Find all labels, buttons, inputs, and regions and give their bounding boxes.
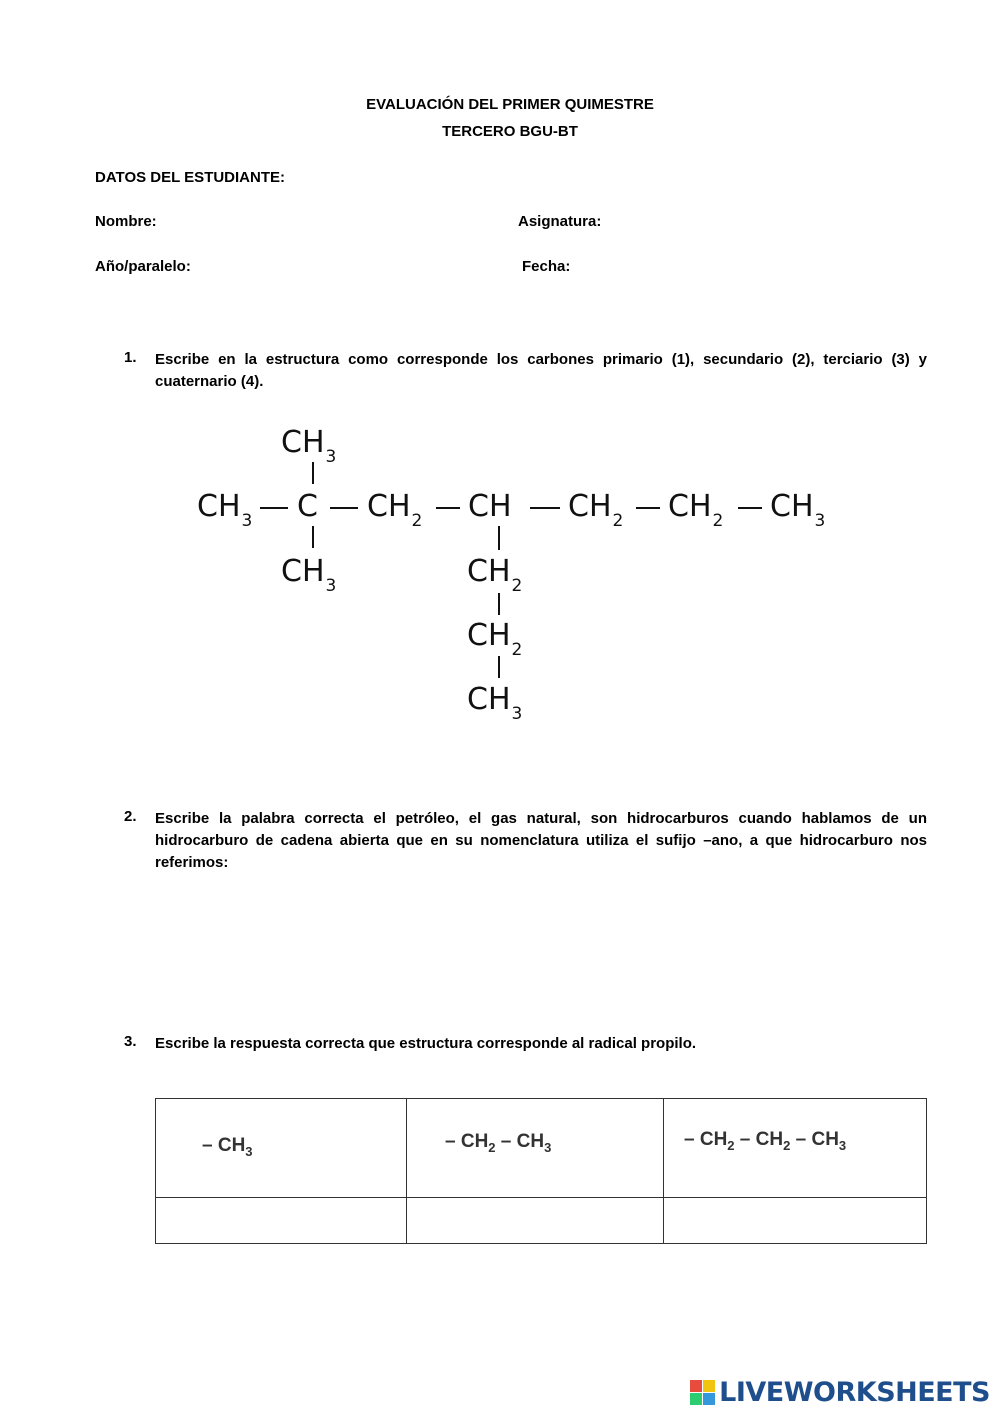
main-group-7: $CH_3$: [770, 489, 826, 531]
logo-square-4: [703, 1393, 715, 1405]
main-group-2: C: [297, 489, 318, 524]
option-formula-1: – $CH_3$: [202, 1135, 253, 1159]
question-1-number: 1.: [124, 349, 137, 366]
subject-label: Asignatura:: [518, 213, 602, 230]
bottom-methyl-group: $CH_3$: [281, 554, 337, 596]
bond-side-1: [498, 526, 500, 550]
side-group-3: $CH_3$: [467, 682, 523, 724]
main-group-6: $CH_2$: [668, 489, 724, 531]
question-3-number: 3.: [124, 1033, 137, 1050]
question-3-text: Escribe la respuesta correcta que estructura corresponde al radical propilo.: [155, 1035, 697, 1052]
bond-6-7: [738, 507, 762, 509]
name-label: Nombre:: [95, 213, 157, 230]
year-label: Año/paralelo:: [95, 258, 191, 275]
answer-cell-2[interactable]: [407, 1198, 664, 1244]
main-group-3: $CH_2$: [367, 489, 423, 531]
question-1-text: Escribe en la estructura como corresponde los carbones primario (1), secundario (2), terciario (3) y cuaternario (4).: [155, 351, 927, 390]
brand-name: LIVEWORKSHEETS: [719, 1377, 990, 1408]
answer-cell-1[interactable]: [156, 1198, 407, 1244]
worksheet-title: EVALUACIÓN DEL PRIMER QUIMESTRE: [366, 96, 654, 113]
option-cell-2: [407, 1099, 664, 1198]
main-group-4: CH: [468, 489, 512, 524]
date-label: Fecha:: [522, 258, 571, 275]
bond-2-3: [330, 507, 358, 509]
logo-square-2: [703, 1380, 715, 1392]
options-table: [155, 1098, 927, 1244]
option-formula-3: – $CH_2 - CH_2 - CH_3$: [684, 1129, 847, 1153]
option-cell-3: [664, 1099, 927, 1198]
bond-1-2: [260, 507, 288, 509]
option-cell-1: [156, 1099, 407, 1198]
option-formula-2: – $CH_2 - CH_3$: [445, 1131, 552, 1155]
student-section-label: DATOS DEL ESTUDIANTE:: [95, 169, 286, 186]
bond-4-5: [530, 507, 560, 509]
top-methyl-group: $CH_3$: [281, 425, 337, 467]
bond-top-vertical: [312, 462, 314, 484]
bond-side-3: [498, 656, 500, 678]
worksheet-subtitle: TERCERO BGU-BT: [442, 123, 578, 140]
liveworksheets-logo-icon: [690, 1380, 716, 1406]
side-group-2: $CH_2$: [467, 618, 523, 660]
bond-bottom-vertical: [312, 526, 314, 548]
main-group-1: $CH_3$: [197, 489, 253, 531]
main-group-5: $CH_2$: [568, 489, 624, 531]
logo-square-3: [690, 1393, 702, 1405]
bond-5-6: [636, 507, 660, 509]
answer-cell-3[interactable]: [664, 1198, 927, 1244]
question-2-number: 2.: [124, 808, 137, 825]
bond-side-2: [498, 593, 500, 615]
liveworksheets-brand: [690, 1377, 990, 1408]
logo-square-1: [690, 1380, 702, 1392]
side-group-1: $CH_2$: [467, 554, 523, 596]
bond-3-4: [436, 507, 460, 509]
question-2-text: Escribe la palabra correcta el petróleo, el gas natural, son hidrocarburos cuando hablamos de un hidrocarburo de cadena abierta que en su nomenclatura utiliza el sufijo –ano, a que hidrocarburo nos referimos:: [155, 810, 927, 871]
